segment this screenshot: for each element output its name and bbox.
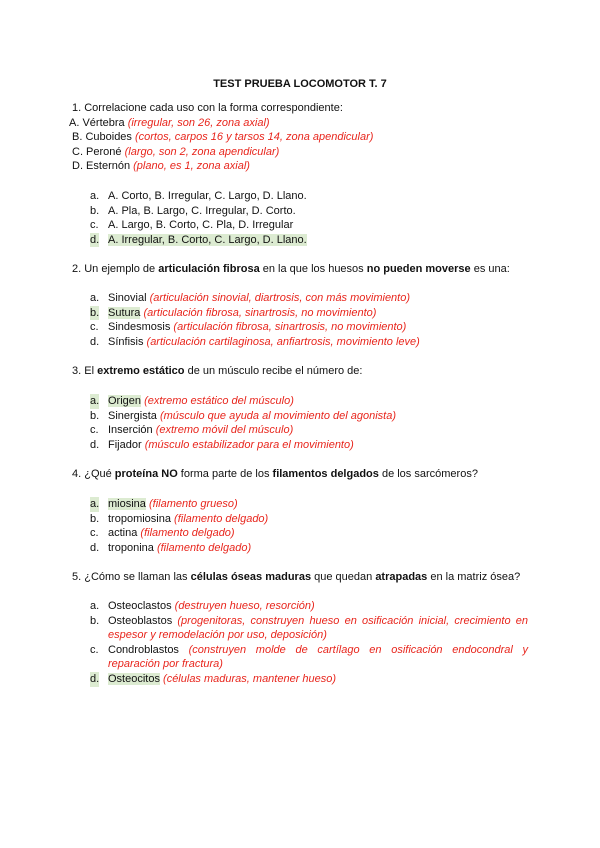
question-3-options [90,394,510,452]
question-3-prompt: 3. El extremo estático de un músculo recibe el número de: [72,365,363,377]
question-5-prompt: 5. ¿Cómo se llaman las células óseas maduras que quedan atrapadas en la matriz ósea? [72,571,521,583]
option[interactable]: a. Osteoclastos (destruyen hueso, resorción) [90,600,315,612]
option[interactable]: c. Inserción (extremo móvil del músculo) [90,424,294,437]
question-3 [72,364,528,379]
option[interactable]: c. Condroblastos (construyen molde de cartílago en osificación endocondral y reparación por fractura) [90,643,528,671]
question-1 [69,101,528,174]
option-correct[interactable]: d. A. Irregular, B. Corto, C. Largo, D. Llano. [90,233,307,246]
q1-item-a: A. Vértebra (irregular, son 26, zona axial) [69,116,270,129]
option[interactable]: c. actina (filamento delgado) [90,527,235,540]
question-2-options [90,291,530,349]
question-5 [72,570,532,585]
option[interactable]: a. Sinovial (articulación sinovial, diartrosis, con más movimiento) [90,292,411,304]
option-correct[interactable]: d. Osteocitos (células maduras, mantener hueso) [90,672,337,685]
option-correct[interactable]: a. miosina (filamento grueso) [90,498,238,510]
option[interactable]: b. tropomiosina (filamento delgado) [90,512,269,525]
option[interactable]: c. Sindesmosis (articulación fibrosa, sinartrosis, no movimiento) [90,321,407,334]
question-2 [72,262,532,277]
option[interactable]: c. A. Largo, B. Corto, C. Pla, D. Irregular [90,219,294,232]
question-4 [72,467,532,482]
option[interactable]: d. Fijador (músculo estabilizador para el movimiento) [90,438,354,451]
question-1-prompt: 1. Correlacione cada uso con la forma correspondiente: [72,102,343,114]
option[interactable]: b. A. Pla, B. Largo, C. Irregular, D. Corto. [90,204,296,217]
page-title: TEST PRUEBA LOCOMOTOR T. 7 [213,78,387,90]
option[interactable]: a. A. Corto, B. Irregular, C. Largo, D. Llano. [90,190,307,202]
question-4-prompt: 4. ¿Qué proteína NO forma parte de los filamentos delgados de los sarcómeros? [72,468,478,480]
option[interactable]: b. Osteoblastos (progenitoras, construyen hueso en osificación inicial, crecimiento en espesor y remodelación por uso, deposición) [90,614,528,642]
question-5-options [90,599,528,687]
question-2-prompt: 2. Un ejemplo de articulación fibrosa en la que los huesos no pueden moverse es una: [72,263,510,275]
option-correct[interactable]: a. Origen (extremo estático del músculo) [90,395,294,407]
q1-item-b: B. Cuboides (cortos, carpos 16 y tarsos 14, zona apendicular) [72,131,374,144]
q1-item-d: D. Esternón (plano, es 1, zona axial) [72,160,250,173]
option[interactable]: d. Sínfisis (articulación cartilaginosa, anfiartrosis, movimiento leve) [90,335,420,348]
option[interactable]: b. Sinergista (músculo que ayuda al movimiento del agonista) [90,409,397,422]
q1-item-c: C. Peroné (largo, son 2, zona apendicular) [72,145,280,158]
option-correct[interactable]: b. Sutura (articulación fibrosa, sinartrosis, no movimiento) [90,306,377,319]
question-1-options [90,189,510,247]
option[interactable]: d. troponina (filamento delgado) [90,541,252,554]
question-4-options [90,497,510,555]
